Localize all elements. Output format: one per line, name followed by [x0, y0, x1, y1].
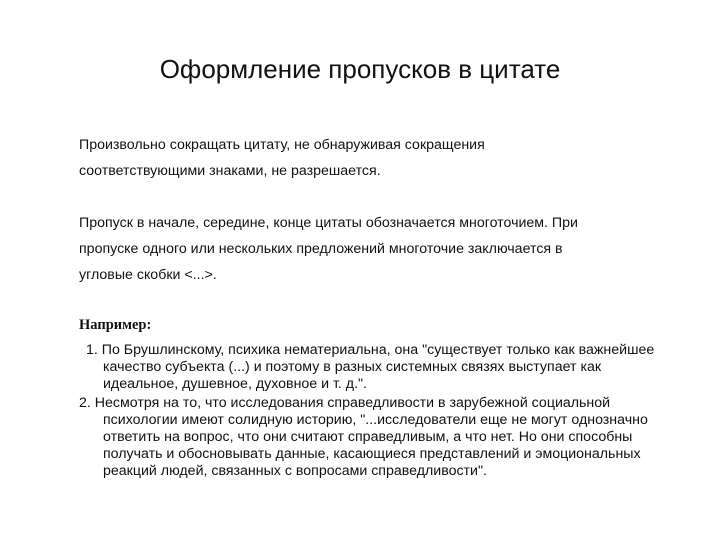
paragraph-ellipsis-rule: Пропуск в начале, середине, конце цитаты обозначается многоточием. При пропуске одного или нескольких предложений многоточие заключается в угловые скобки <...>. [79, 215, 578, 283]
paragraph-abbreviation-rule: Произвольно сокращать цитату, не обнаруживая сокращения соответствующими знаками, не разрешается. [79, 137, 485, 179]
slide-body [79, 132, 679, 480]
slide-title: Оформление пропусков в цитате [159, 54, 561, 84]
examples-label: Например: [79, 317, 152, 333]
examples-list [79, 342, 679, 480]
example-item-1: 1. По Брушлинскому, психика нематериальна, она "существует только как важнейшее качество субъекта (...) и поэтому в разных системных связях выступает как идеальное, душевное, духовное и т. д.". [86, 342, 655, 392]
example-item-2: 2. Несмотря на то, что исследования справедливости в зарубежной социальной психологии имеют солидную историю, "...исследователи еще не могут однозначно ответить на вопрос, что они считают справедливым, а что нет. Но они способны получать и обосновывать данные, касающиеся представлений и эмоциональных реакций людей, связанных с вопросами справедливости". [79, 395, 648, 479]
